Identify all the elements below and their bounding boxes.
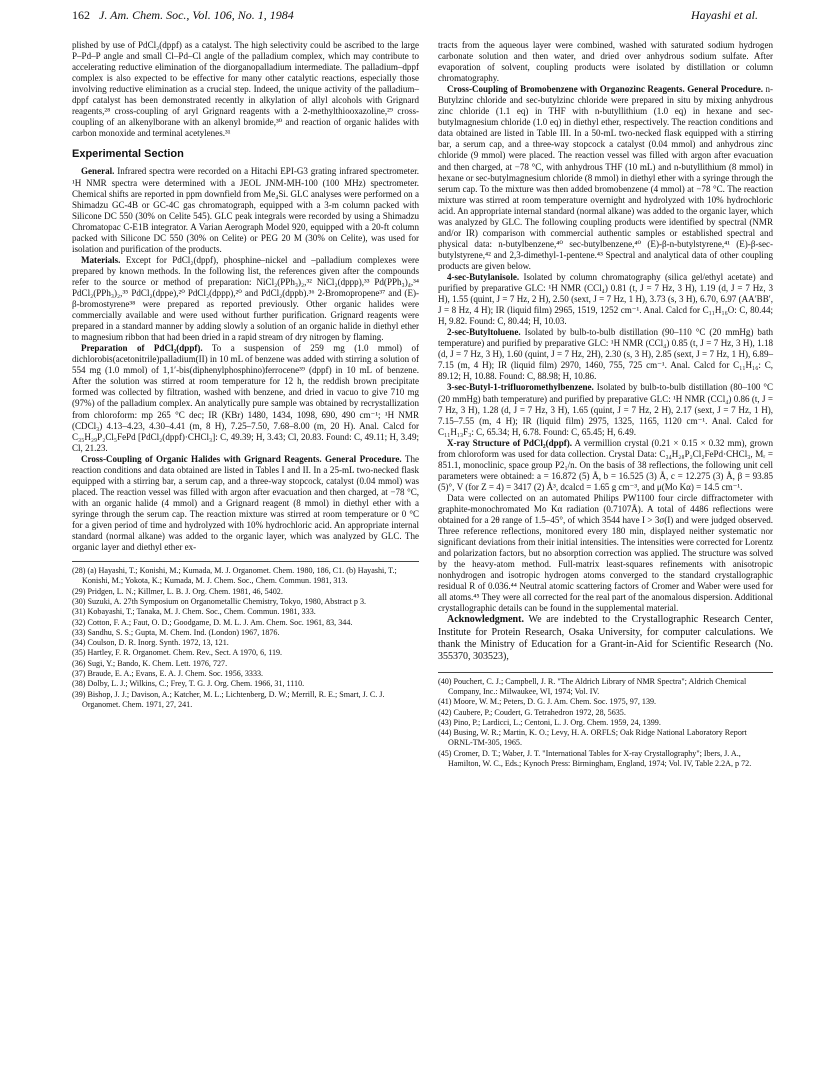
reference-item: (33) Sandhu, S. S.; Gupta, M. Chem. Ind. (London) 1967, 1876. — [72, 627, 280, 637]
bromobenzene-text: n-Butylzinc chloride and sec-butylzinc chloride were prepared in situ by mixing anhydrous zinc chloride (1.1 eq) in THF with n-butyllithium (1.0 eq) in hexane and sec-butylmagnesium chloride (1.0 eq) in diethyl ether, respectively. The reaction conditions and data obtained are listed in Table III. In a 50-mL two-necked flask equipped with a stirring bar, a serum cap, and a three-way stopcock a catalyst (0.04 mmol) and anhydrous zinc chloride (9 mmol) were placed. The reaction vessel was filled with argon after evacuation and then charged, at −78 °C, with anhydrous THF (10 mL) and n-butyllithium (8 mmol) in hexane or sec-butylmagnesium chloride (8 mmol) in diethyl ether with a syringe through the serum cap. To the mixture was then added bromobenzene (4 mmol) at −78 °C. The reaction mixture was stirred at room temperature overnight and hydrolyzed with 10% hydrochloric acid. An appropriate internal standard (normal alkane) was added to the organic layer, which was analyzed by GLC. The following coupling products were identified by spectral (NMR and/or IR) comparison with commercial authentic samples or established spectral and physical data: n-butylbenzene,⁴⁰ sec-butylbenzene,⁴⁰ (E)-β-n-butylstyrene,⁴¹ (E)-β-sec-butylstyrene,⁴² and 2,3-dimethyl-1-pentene.⁴³ Spectral and analytical data of other coupling products are given below. — [438, 84, 773, 271]
reference-item: (39) Bishop, J. J.; Davison, A.; Katcher, M. L.; Lichtenberg, D. W.; Merrill, R. E.; Smart, J. C. J. Organomet. Chem. 1971, 27, 241. — [72, 689, 385, 709]
xray-heading: X-ray Structure of PdCl₂(dppf). — [447, 437, 573, 448]
preparation-text: To a suspension of 259 mg (1.0 mmol) of dichlorobis(acetonitrile)palladium(II) in 10 mL of benzene was added with stirring a solution of 554 mg (1.0 mmol) of 1,1′-bis(diphenylphosphino)ferrocene³⁹ (dppf) in 10 mL of benzene. After the solution was stirred at room temperature for 12 h, the reddish brown precipitate formed was collected by filtration, washed with benzene, and dried in vacuo to give 710 mg (97%) of the palladium complex. An analytically pure sample was obtained by recrystallization from chloroform: mp 265 °C dec; IR (KBr) 1480, 1434, 1098, 690, 490 cm⁻¹; ¹H NMR (CDCl₃) 4.13–4.23, 4.30–4.41 (m, 8 H), 7.25–7.50, 7.68–8.00 (m, 20 H). Anal. Calcd for C₃₅H₂₉P₂Cl₅FePd [PdCl₂(dppf)·CHCl₃]: C, 49.39; H, 3.43; Cl, 20.83. Found: C, 49.11; H, 3.49; Cl, 21.23. — [72, 343, 420, 453]
preparation-paragraph — [72, 343, 419, 453]
reference-item: (34) Coulson, D. R. Inorg. Synth. 1972, 13, 121. — [72, 638, 229, 648]
right-column — [438, 40, 773, 769]
acknowledgment-text: We are indebted to the Crystallographic Research Center, Institute for Protein Research, Osaka University, for computer calculations. We thank the Ministry of Education for a Grant-in-Aid for Scientific Research (No. 355370, 303523), — [438, 614, 773, 663]
materials-heading: Materials. — [81, 254, 121, 265]
reference-item: (32) Cotton, F. A.; Faut, O. D.; Goodgame, D. M. L. J. Am. Chem. Soc. 1961, 83, 344. — [72, 617, 353, 627]
reference-item: (31) Kobayashi, T.; Tanaka, M. J. Chem. Soc., Chem. Commun. 1981, 333. — [72, 607, 316, 617]
general-text: Infrared spectra were recorded on a Hitachi EPI-G3 grating infrared spectrometer. ¹H NMR spectra were determined with a JEOL JNM-MH-100 (100 MHz) spectrometer. Chemical shifts are reported in ppm downfield from Me₄Si. GLC analyses were performed on a Shimadzu GC-4B or GC-4C gas chromatograph, equipped with a 3-m column packed with Silicone DC 550 (30% on Celite 545). GLC peak integrals were recorded by using a Shimadzu Chromatopac C-E1B integrator. A Varian Aerograph Model 920, equipped with a 20-ft column packed with Silicone DC 550 (30% on Celite) or PEG 20 M (30% on Celite), was used for isolation and purification of the products. — [72, 166, 419, 254]
anisole-text: Isolated by column chromatography (silica gel/ethyl acetate) and purified by preparative GLC: ¹H NMR (CCl₄) 0.81 (t, J = 7 Hz, 3 H), 1.19 (d, J = 7 Hz, 3 H), 1.55 (quint, J = 7 Hz, 2 H), 2.50 (sext, J = 7 Hz, 1 H), 3.73 (s, 3 H), 6.70, 6.97 (AA′BB′, J = 8 Hz, 4 H); IR (liquid film) 2965, 1519, 1252 cm⁻¹. Anal. Calcd for C₁₁H₁₆O: C, 80.44; H, 9.82. Found: C, 80.44; H, 10.03. — [438, 271, 773, 327]
page-header — [72, 8, 758, 26]
reference-item: (44) Busing, W. R.; Martin, K. O.; Levy, H. A. ORFLS; Oak Ridge National Laboratory Report ORNL-TM-305, 1965. — [438, 728, 747, 748]
trifluoromethyl-text: Isolated by bulb-to-bulb distillation (80–100 °C (20 mmHg) bath temperature) and purified by preparative GLC: ¹H NMR (CCl₄) 0.86 (t, J = 7 Hz, 3 H), 1.28 (d, J = 7 Hz, 3 H), 1.65 (quint, J = 7 Hz, 2 H), 2.17 (sext, J = 7 Hz, 1 H), 7.15–7.55 (m, 4 H); IR (liquid film) 2975, 1325, 1165, 1120 cm⁻¹. Anal. Calcd for C₁₁H₁₃F₃: C, 65.34; H, 6.78. Found: C, 65.45; H, 6.49. — [438, 382, 773, 437]
materials-text: Except for PdCl₂(dppf), phosphine–nickel and –palladium complexes were prepared by known methods. In the following list, the references given after the compounds refer to the source or method of preparation: NiCl₂(PPh₃)₂,³² NiCl₂(dppp),³³ Pd(PPh₃)₄,³⁴ PdCl₂(PPh₃)₂,³⁵ PdCl₂(dppe),²⁰ PdCl₂(dppp),²⁰ and PdCl₂(dppb).³⁶ 2-Bromopropene³⁷ and (E)-β-bromostyrene³⁸ were prepared as reported previously. Other organic halides were commercially available and were used without further purification. Grignard reagents were prepared in a standard manner by adding slowly a solution of an organic halide in diethyl ether to magnesium ribbon that had been dried in a rapid stream of dry nitrogen by flaming. — [72, 254, 419, 343]
reference-item: (38) Dolby, L. J.; Wilkins, C.; Frey, T. G. J. Org. Chem. 1966, 31, 1110. — [72, 679, 305, 689]
cross-coupling-paragraph — [72, 454, 419, 553]
cross-coupling-text: The reaction conditions and data obtained are listed in Tables I and II. In a 25-mL two-necked flask equipped with a stirring bar, a serum cap, and a three-way stopcock, catalyst (0.04 mmol) was placed. The reaction vessel was filled with argon after evacuation and then charged, at −78 °C, with an organic halide (4 mmol) and a Grignard reagent (8 mmol) in diethyl ether with a syringe through the serum cap. The reaction mixture was stirred at room temperature or 0 °C for a given period of time and hydrolyzed with 10% hydrochloric acid. An appropriate internal standard (normal alkane) was added to the organic layer, which was analyzed by GLC. The organic layer and diethyl ether ex- — [72, 453, 420, 553]
acknowledgment-paragraph — [438, 614, 773, 663]
reference-item: (37) Braude, E. A.; Evans, E. A. J. Chem. Soc. 1956, 3333. — [72, 669, 264, 679]
intro-paragraph: plished by use of PdCl₂(dppf) as a catalyst. The high selectivity could be ascribed to the large P–Pd–P angle and small Cl–Pd–Cl angle of the palladium complex, which may contribute to accelerating reductive elimination of the diorganopalladium intermediate. The palladium–dppf complex is also expected to be effective for many other catalytic reactions, especially those involving reductive elimination as a crucial step. Indeed, the unique activity of the palladium–dppf catalyst has been demonstrated recently in alkylation of allyl alcohols with Grignard reagents,²⁸ cross-coupling of aryl Grignard reagents with a 2-methylthiooxazoline,²⁹ cross-coupling of an alkenylborane with an alkenyl bromide,³⁰ and reaction of organic halides with carbon monoxide and terminal acetylenes.³¹ — [72, 40, 419, 139]
reference-list-left — [72, 566, 419, 710]
header-authors: Hayashi et al. — [691, 8, 758, 22]
journal-citation: J. Am. Chem. Soc., Vol. 106, No. 1, 1984 — [99, 8, 294, 22]
reference-item: (35) Hartley, F. R. Organomet. Chem. Rev., Sect. A 1970, 6, 119. — [72, 648, 283, 658]
xray-text: A vermillion crystal (0.21 × 0.15 × 0.32 mm), grown from chloroform was used for data collection. Crystal Data: C₃₄H₂₈P₂Cl₂FePd·CHCl₃, Mᵣ = 851.1, monoclinic, space group P2₁/n. On the basis of 38 reflections, the following unit cell parameters were obtained: a = 16.872 (5) Å, b = 16.525 (3) Å, c = 12.275 (3) Å, β = 93.85 (5)°, V (for Z = 4) = 3417 (2) Å³, dcalcd = 1.65 g cm⁻³, and μ(Mo Kα) = 14.5 cm⁻¹. — [438, 437, 773, 492]
toluene-paragraph — [438, 327, 773, 382]
reference-item: (43) Pino, P.; Lardicci, L.; Centoni, L. J. Org. Chem. 1959, 24, 1399. — [438, 717, 661, 727]
data-collection-paragraph: Data were collected on an automated Philips PW1100 four circle diffractometer with graphite-monochromated Mo Kα radiation (0.7107Å). A total of 4486 reflections were obtained for a 2θ range of 1.5–45°, of which 3544 have I > 3σ(I) and were judged observed. Three reference reflections, monitored every 180 min, displayed neither systematic nor significant deviations from their initial intensities. The intensities were corrected for Lorentz and polarization factors, but no absorption correction was applied. The structure was solved by the heavy-atom method. Full-matrix least-squares refinements with anisotropic nonhydrogen and isotropic hydrogen atoms converged to the standard crystallographic residual R of 0.036.⁴⁴ Neutral atomic scattering factors of Cromer and Waber were used for all atoms.⁴⁵ They were all corrected for the real part of the anomalous dispersion. Additional crystallographic details can be found in the supplemental material. — [438, 492, 773, 614]
header-left — [72, 8, 294, 23]
reference-item: (28) (a) Hayashi, T.; Konishi, M.; Kumada, M. J. Organomet. Chem. 1980, 186, C1. (b) Hayashi, T.; Konishi, M.; Yokota, K.; Kumada, M. J. Chem. Soc., Chem. Commun. 1981, 313. — [72, 566, 397, 586]
anisole-paragraph — [438, 272, 773, 327]
trifluoromethyl-paragraph — [438, 382, 773, 437]
continued-paragraph: tracts from the aqueous layer were combined, washed with saturated sodium hydrogen carbonate solution and then water, and dried over anhydrous sodium sulfate. After evaporation of solvent, coupling products were isolated by distillation or column chromatography. — [438, 40, 773, 84]
reference-item: (41) Moore, W. M.; Peters, D. G. J. Am. Chem. Soc. 1975, 97, 139. — [438, 697, 657, 707]
materials-paragraph — [72, 255, 419, 343]
reference-item: (45) Cromer, D. T.; Waber, J. T. "International Tables for X-ray Crystallography"; Ibers, J. A., Hamilton, W. C., Eds.; Kynoch Press: Birmingham, England, 1974; Vol. IV, Table 2.2A, p 72. — [438, 748, 752, 768]
reference-item: (30) Suzuki, A. 27th Symposium on Organometallic Chemistry, Tokyo, 1980, Abstract p 3. — [72, 597, 367, 606]
anisole-heading: 4-sec-Butylanisole. — [447, 271, 520, 282]
footnote-divider — [72, 561, 419, 562]
reference-item: (42) Caubere, P.; Coudert, G. Tetrahedron 1972, 28, 5635. — [438, 707, 626, 717]
xray-paragraph — [438, 438, 773, 493]
trifluoromethyl-heading: 3-sec-Butyl-1-trifluoromethylbenzene. — [447, 382, 594, 393]
bromobenzene-paragraph — [438, 84, 773, 272]
cross-coupling-heading: Cross-Coupling of Organic Halides with Grignard Reagents. General Procedure. — [81, 453, 402, 464]
bromobenzene-heading: Cross-Coupling of Bromobenzene with Organozinc Reagents. General Procedure. — [447, 84, 763, 95]
general-heading: General. — [81, 166, 115, 177]
toluene-heading: 2-sec-Butyltoluene. — [447, 327, 521, 338]
general-paragraph — [72, 166, 419, 254]
preparation-heading: Preparation of PdCl₂(dppf). — [81, 343, 203, 354]
page-number: 162 — [72, 8, 90, 22]
section-title-experimental: Experimental Section — [72, 148, 184, 161]
reference-item: (29) Pridgen, L. N.; Killmer, L. B. J. Org. Chem. 1981, 46, 5402. — [72, 586, 283, 596]
reference-list-right — [438, 677, 773, 770]
reference-item: (40) Pouchert, C. J.; Campbell, J. R. "The Aldrich Library of NMR Spectra"; Aldrich Chemical Company, Inc.: Milwaukee, WI, 1974; Vol. IV. — [438, 676, 747, 696]
left-column — [72, 40, 419, 710]
acknowledgment-heading: Acknowledgment. — [447, 614, 524, 626]
reference-item: (36) Sugi, Y.; Bando, K. Chem. Lett. 1976, 727. — [72, 658, 228, 668]
footnote-divider-right — [438, 672, 773, 673]
toluene-text: Isolated by bulb-to-bulb distillation (90–110 °C (20 mmHg) bath temperature) and purified by preparative GLC: ¹H NMR (CCl₄) 0.85 (t, J = 7 Hz, 3 H), 1.18 (d, J = 7 Hz, 3 H), 1.60 (quint, J = 7 Hz, 2H), 2.30 (s, 3 H), 2.85 (sext, J = 7 Hz, 1 H), 6.89–7.15 (m, 4 H); IR (liquid film) 2970, 1460, 755, 725 cm⁻¹. Anal. Calcd for C₁₁H₁₆: C, 89.12; H, 10.88. Found: C, 88.98; H, 10.86. — [438, 327, 773, 382]
